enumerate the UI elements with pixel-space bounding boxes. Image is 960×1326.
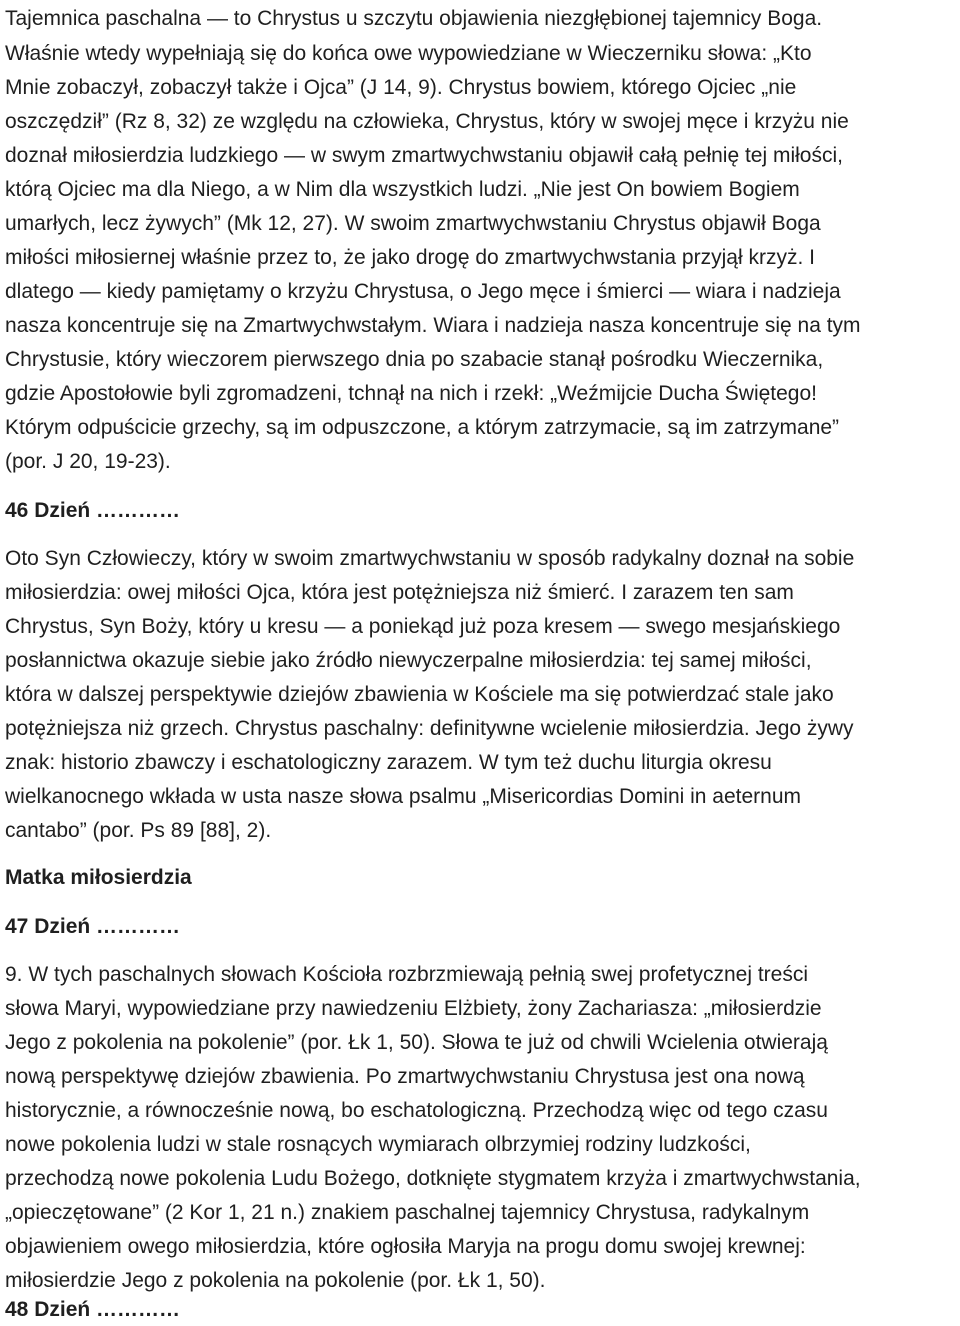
text-line: Którym odpuścicie grzechy, są im odpuszczone, a którym zatrzymacie, są im zatrzymane” bbox=[5, 416, 840, 439]
text-line: znak: historio zbawczy i eschatologiczny zarazem. W tym też duchu liturgia okresu bbox=[5, 751, 772, 774]
text-line: historycznie, a równocześnie nową, bo eschatologiczną. Przechodzą więc od tego czasu bbox=[5, 1099, 828, 1122]
document-page bbox=[5, 0, 955, 1326]
text-line: objawieniem owego miłosierdzia, które ogłosiła Maryja na progu domu swojej krewnej: bbox=[5, 1235, 806, 1258]
text-line: nasza koncentruje się na Zmartwychwstałym. Wiara i nadzieja nasza koncentruje się na tym bbox=[5, 314, 861, 337]
text-line: nową perspektywę dziejów zbawienia. Po zmartwychwstaniu Chrystusa jest ona nową bbox=[5, 1065, 805, 1088]
text-line: dlatego — kiedy pamiętamy o krzyżu Chrystusa, o Jego męce i śmierci — wiara i nadzieja bbox=[5, 280, 841, 303]
text-line: słowa Maryi, wypowiedziane przy nawiedzeniu Elżbiety, żony Zachariasza: „miłosierdzie bbox=[5, 997, 822, 1020]
text-line: miłosierdzie Jego z pokolenia na pokolenie (por. Łk 1, 50). bbox=[5, 1269, 546, 1292]
day-heading-48: 48 Dzień ………… bbox=[5, 1298, 181, 1321]
text-line: miłosierdzia: owej miłości Ojca, która jest potężniejsza niż śmierć. I zarazem ten sam bbox=[5, 581, 794, 604]
text-line: oszczędził” (Rz 8, 32) ze względu na człowieka, Chrystus, który w swojej męce i krzyżu nie bbox=[5, 110, 849, 133]
text-line: doznał miłosierdzia ludzkiego — w swym zmartwychwstaniu objawił całą pełnię tej miłości, bbox=[5, 144, 843, 167]
text-line: Chrystus, Syn Boży, który u kresu — a poniekąd już poza kresem — swego mesjańskiego bbox=[5, 615, 841, 638]
text-line: przechodzą nowe pokolenia Ludu Bożego, dotknięte stygmatem krzyża i zmartwychwstania, bbox=[5, 1167, 861, 1190]
section-heading: Matka miłosierdzia bbox=[5, 866, 192, 889]
text-line: 9. W tych paschalnych słowach Kościoła rozbrzmiewają pełnią swej profetycznej treści bbox=[5, 963, 809, 986]
text-line: Jego z pokolenia na pokolenie” (por. Łk 1, 50). Słowa te już od chwili Wcielenia otwierają bbox=[5, 1031, 828, 1054]
text-line: gdzie Apostołowie byli zgromadzeni, tchnął na nich i rzekł: „Weźmijcie Ducha Świętego! bbox=[5, 382, 817, 405]
text-line: Chrystusie, który wieczorem pierwszego dnia po szabacie stanął pośrodku Wieczernika, bbox=[5, 348, 824, 371]
text-line: umarłych, lecz żywych” (Mk 12, 27). W swoim zmartwychwstaniu Chrystus objawił Boga bbox=[5, 212, 821, 235]
text-line: (por. J 20, 19-23). bbox=[5, 450, 171, 473]
text-line: wielkanocnego wkłada w usta nasze słowa psalmu „Misericordias Domini in aeternum bbox=[5, 785, 802, 808]
text-line: Właśnie wtedy wypełniają się do końca owe wypowiedziane w Wieczerniku słowa: „Kto bbox=[5, 42, 812, 65]
text-line: „opieczętowane” (2 Kor 1, 21 n.) znakiem paschalnej tajemnicy Chrystusa, radykalnym bbox=[5, 1201, 810, 1224]
day-heading-46: 46 Dzień ………… bbox=[5, 499, 181, 522]
text-line: nowe pokolenia ludzi w stale rosnących wymiarach olbrzymiej rodziny ludzkości, bbox=[5, 1133, 751, 1156]
text-line: potężniejsza niż grzech. Chrystus paschalny: definitywne wcielenie miłosierdzia. Jego żywy bbox=[5, 717, 854, 740]
text-line: posłannictwa okazuje siebie jako źródło niewyczerpalne miłosierdzia: tej samej miłości, bbox=[5, 649, 812, 672]
text-line: Tajemnica paschalna — to Chrystus u szczytu objawienia niezgłębionej tajemnicy Boga. bbox=[5, 7, 823, 30]
text-line: cantabo” (por. Ps 89 [88], 2). bbox=[5, 819, 272, 842]
text-line: miłości miłosiernej właśnie przez to, że jako drogę do zmartwychwstania przyjął krzyż. I bbox=[5, 246, 815, 269]
text-line: Oto Syn Człowieczy, który w swoim zmartwychwstaniu w sposób radykalny doznał na sobie bbox=[5, 547, 855, 570]
text-line: Mnie zobaczył, zobaczył także i Ojca” (J 14, 9). Chrystus bowiem, którego Ojciec „nie bbox=[5, 76, 797, 99]
text-line: którą Ojciec ma dla Niego, a w Nim dla wszystkich ludzi. „Nie jest On bowiem Bogiem bbox=[5, 178, 800, 201]
text-line: która w dalszej perspektywie dziejów zbawienia w Kościele ma się potwierdzać stale jako bbox=[5, 683, 834, 706]
day-heading-47: 47 Dzień ………… bbox=[5, 915, 181, 938]
